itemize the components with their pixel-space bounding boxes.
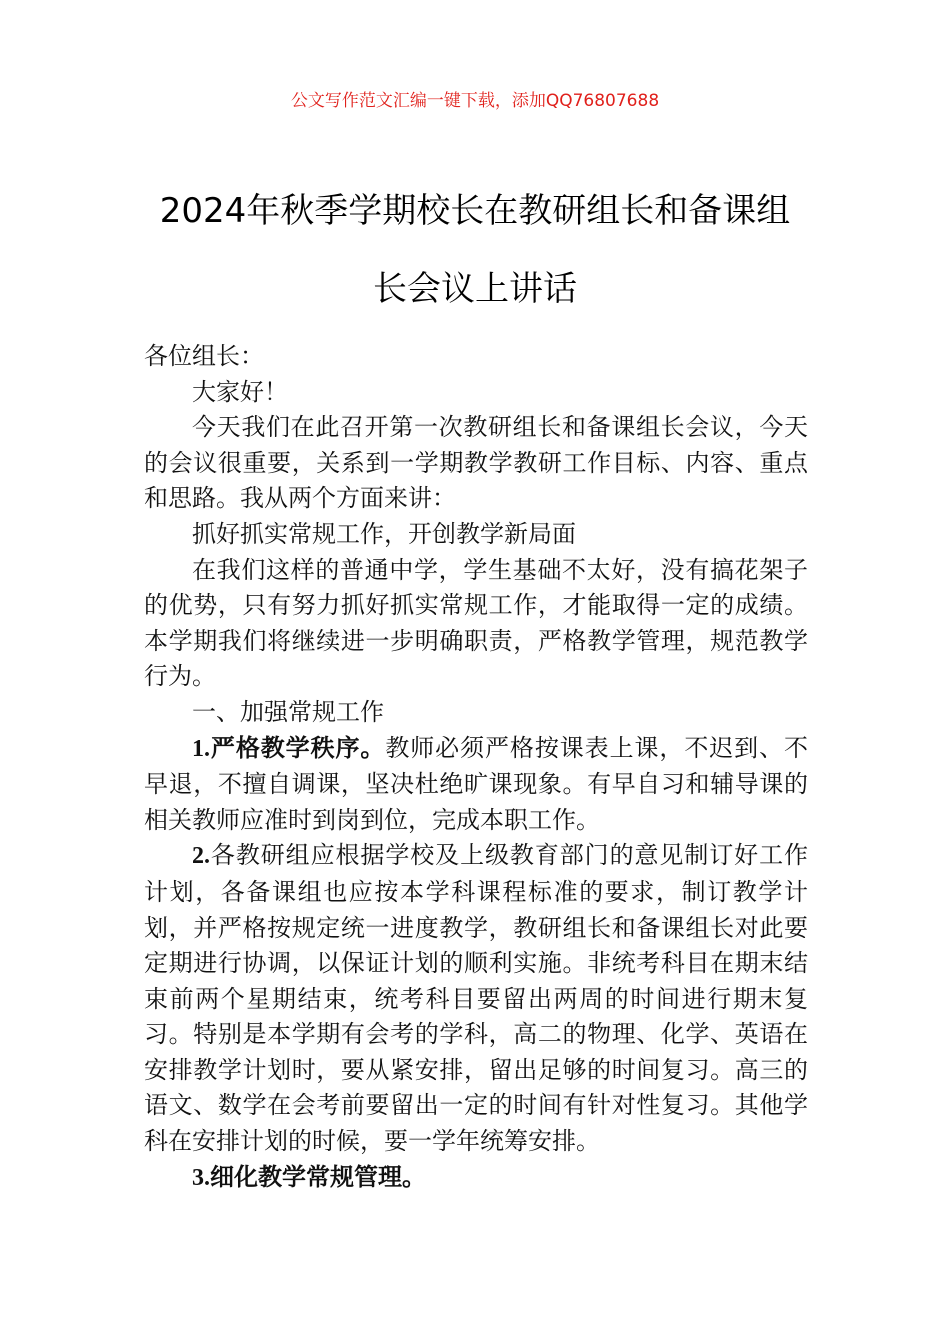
salutation: 各位组长： [144, 342, 264, 370]
item-1-text: 教师必须严格按课表上课，不迟到、不早退，不擅自调课，坚决杜绝旷课现象。有早自习和辅导课的相关教师应准时到岗到位，完成本职工作。 [144, 733, 809, 834]
document-title [140, 172, 810, 328]
item-3-paragraph [144, 1160, 808, 1197]
item-3-number: 3. [192, 1164, 210, 1191]
section-heading: 抓好抓实常规工作，开创教学新局面 [192, 519, 576, 548]
item-2-paragraph [144, 838, 808, 1159]
greeting: 大家好！ [192, 377, 288, 406]
download-note: 公文写作范文汇编一键下载，添加QQ76807688 [290, 91, 660, 111]
intro-paragraph: 今天我们在此召开第一次教研组长和备课组长会议，今天的会议很重要，关系到一学期教学教研工作目标、内容、重点和思路。我从两个方面来讲： [144, 413, 808, 513]
document-body [144, 339, 808, 1196]
item-3-lead: 细化教学常规管理。 [210, 1162, 426, 1191]
sub-heading: 一、加强常规工作 [192, 697, 384, 726]
item-1-lead: 严格教学秩序。 [210, 733, 386, 762]
title-line-1: 2024年秋季学期校长在教研组长和备课组 [159, 191, 791, 231]
title-line-2: 长会议上讲话 [373, 269, 577, 309]
item-1-paragraph [144, 731, 808, 839]
item-2-number: 2. [192, 843, 210, 870]
section-paragraph: 在我们这样的普通中学，学生基础不太好，没有搞花架子的优势，只有努力抓好抓实常规工作，才能取得一定的成绩。本学期我们将继续进一步明确职责，严格教学管理，规范教学行为。 [144, 555, 808, 691]
item-2-text: 各教研组应根据学校及上级教育部门的意见制订好工作计划，各备课组也应按本学科课程标准的要求，制订教学计划，并严格按规定统一进度教学，教研组长和备课组长对此要定期进行协调，以保证计划的顺利实施。非统考科目在期末结束前两个星期结束，统考科目要留出两周的时间进行期末复习。特别是本学期有会考的学科，高二的物理、化学、英语在安排教学计划时，要从紧安排，留出足够的时间复习。高三的语文、数学在会考前要留出一定的时间有针对性复习。其他学科在安排计划的时候，要一学年统筹安排。 [144, 841, 808, 1156]
item-1-number: 1. [192, 735, 210, 762]
